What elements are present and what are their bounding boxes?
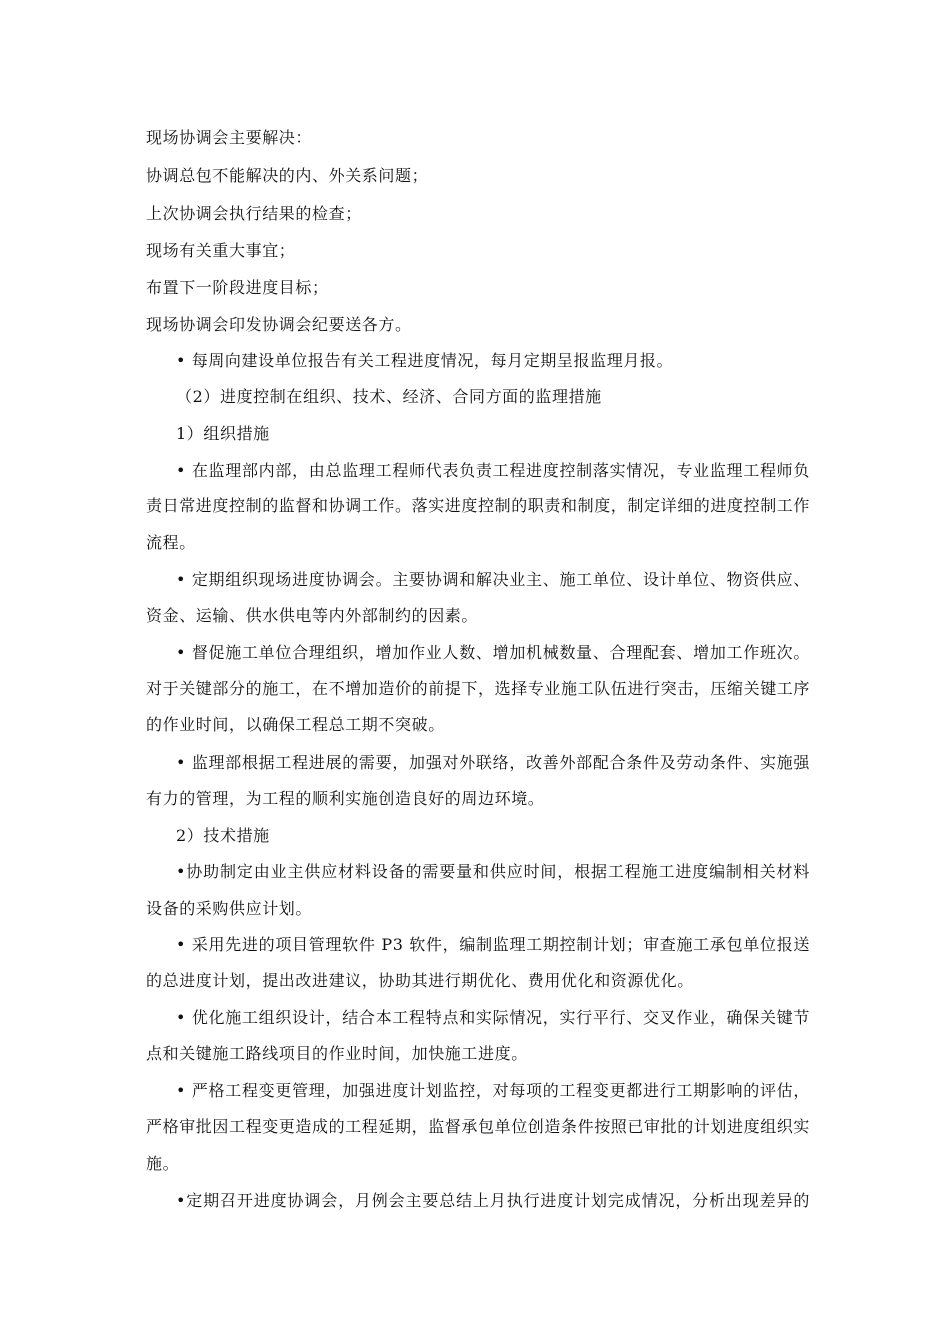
text-line: 责日常进度控制的监督和协调工作。落实进度控制的职责和制度，制定详细的进度控制工作: [146, 496, 811, 515]
text-line: 设备的采购供应计划。: [146, 899, 313, 918]
text-line: 有力的管理，为工程的顺利实施创造良好的周边环境。: [146, 789, 545, 808]
bullet-item: • 采用先进的项目管理软件 P3 软件，编制监理工期控制计划；审查施工承包单位报送: [176, 935, 810, 954]
bullet-item: • 定期组织现场进度协调会。主要协调和解决业主、施工单位、设计单位、物资供应、: [176, 570, 810, 589]
bullet-item: • 监理部根据工程进展的需要，加强对外联络，改善外部配合条件及劳动条件、实施强: [176, 753, 810, 772]
text-line: 上次协调会执行结果的检查；: [146, 204, 362, 223]
bullet-item: • 在监理部内部，由总监理工程师代表负责工程进度控制落实情况，专业监理工程师负: [176, 461, 810, 480]
bullet-item: • 督促施工单位合理组织，增加作业人数、增加机械数量、合理配套、增加工作班次。: [176, 643, 810, 662]
text-line: 资金、运输、供水供电等内外部制约的因素。: [146, 606, 479, 625]
subsection-heading: 2）技术措施: [176, 826, 270, 845]
bullet-item: •定期召开进度协调会，月例会主要总结上月执行进度计划完成情况，分析出现差异的: [176, 1191, 810, 1210]
text-line: 布置下一阶段进度目标；: [146, 278, 329, 297]
text-line: 现场有关重大事宜；: [146, 241, 296, 260]
text-line: 施。: [146, 1154, 180, 1173]
text-line: 流程。: [146, 533, 196, 552]
text-line: 的作业时间，以确保工程总工期不突破。: [146, 715, 445, 734]
text-line: 协调总包不能解决的内、外关系问题；: [146, 166, 429, 185]
text-line: 的总进度计划，提出改进建议，协助其进行期优化、费用优化和资源优化。: [146, 971, 694, 990]
text-line: 点和关键施工路线项目的作业时间，加快施工进度。: [146, 1044, 528, 1063]
bullet-item: • 每周向建设单位报告有关工程进度情况，每月定期呈报监理月报。: [176, 351, 674, 370]
bullet-item: •协助制定由业主供应材料设备的需要量和供应时间，根据工程施工进度编制相关材料: [176, 862, 810, 881]
text-line: 现场协调会主要解决：: [146, 128, 313, 147]
section-heading: （2）进度控制在组织、技术、经济、合同方面的监理措施: [176, 387, 602, 406]
text-line: 对于关键部分的施工，在不增加造价的前提下，选择专业施工队伍进行突击，压缩关键工序: [146, 679, 811, 698]
text-line: 现场协调会印发协调会纪要送各方。: [146, 315, 412, 334]
bullet-item: • 严格工程变更管理，加强进度计划监控，对每项的工程变更都进行工期影响的评估，: [176, 1081, 810, 1100]
subsection-heading: 1）组织措施: [176, 424, 270, 443]
bullet-item: • 优化施工组织设计，结合本工程特点和实际情况，实行平行、交叉作业，确保关键节: [176, 1008, 810, 1027]
text-line: 严格审批因工程变更造成的工程延期，监督承包单位创造条件按照已审批的计划进度组织实: [146, 1117, 811, 1136]
